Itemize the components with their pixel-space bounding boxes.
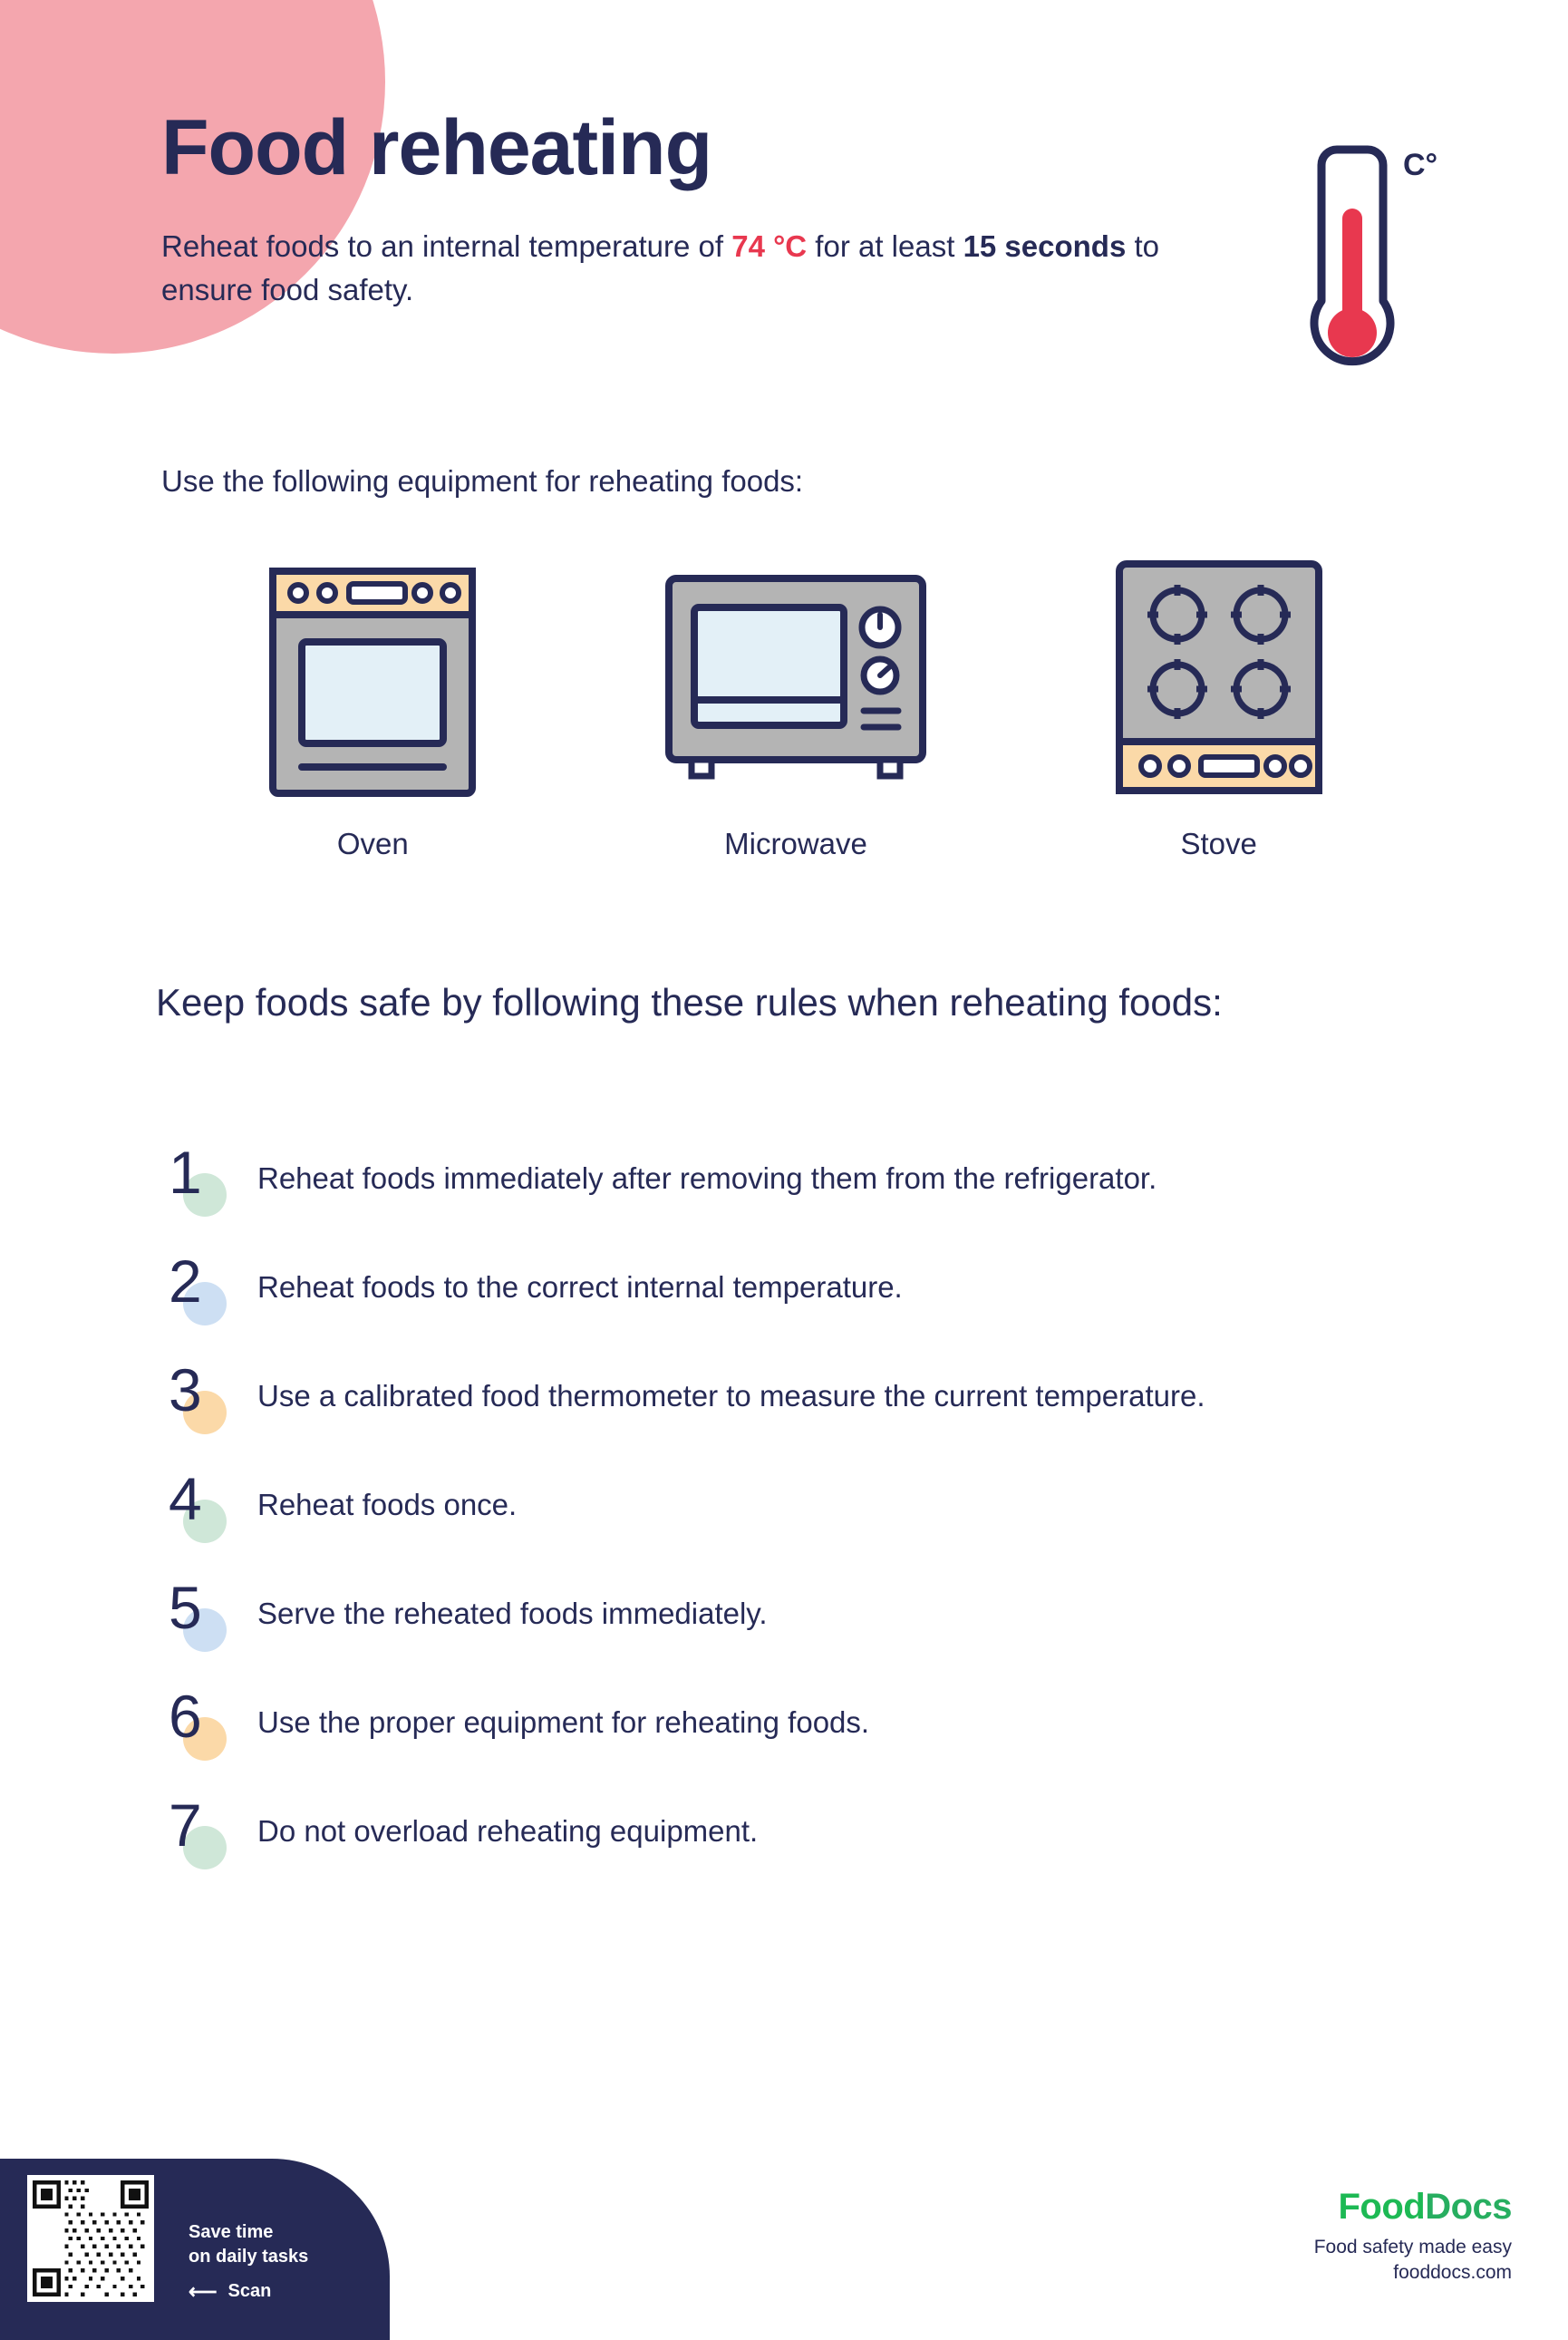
equipment-label-stove: Stove <box>1180 827 1257 860</box>
qr-code-image <box>33 2180 149 2296</box>
equipment-item-microwave <box>585 544 1008 861</box>
rule-number: 5 <box>169 1574 202 1641</box>
rule-number: 2 <box>169 1248 202 1315</box>
rule-number-wrap <box>156 1791 257 1869</box>
rule-item <box>156 1683 1443 1761</box>
rule-number: 7 <box>169 1791 202 1859</box>
page-title: Food reheating <box>161 104 712 191</box>
rule-item <box>156 1574 1443 1652</box>
rule-number-wrap <box>156 1683 257 1761</box>
rule-text: Use the proper equipment for reheating foods. <box>257 1705 870 1739</box>
brand-logo <box>1314 2187 1512 2228</box>
rule-number-wrap <box>156 1248 257 1325</box>
stove-art <box>1083 544 1355 807</box>
footer-save-time-text <box>189 2220 308 2269</box>
rule-item <box>156 1356 1443 1434</box>
equipment-item-stove <box>1007 544 1430 861</box>
scan-hint <box>189 2281 271 2302</box>
temperature-unit-label: C° <box>1403 148 1438 182</box>
rules-title: Keep foods safe by following these rules when reheating foods: <box>156 981 1223 1024</box>
rule-item <box>156 1791 1443 1869</box>
stove-icon <box>1083 544 1355 807</box>
equipment-item-oven <box>161 544 585 861</box>
rule-text: Reheat foods immediately after removing them from the refrigerator. <box>257 1161 1157 1195</box>
qr-code[interactable] <box>27 2175 154 2302</box>
rule-number-wrap <box>156 1574 257 1652</box>
rule-item <box>156 1139 1443 1217</box>
rules-list <box>156 1139 1443 1911</box>
save-time-line-1: Save time <box>189 2222 274 2242</box>
scan-label: Scan <box>227 2281 272 2301</box>
target-temperature: 74 °C <box>731 229 808 263</box>
thermometer-illustration <box>1287 122 1495 413</box>
header <box>161 104 1231 312</box>
brand-block <box>1314 2187 1512 2284</box>
rule-number-wrap <box>156 1465 257 1543</box>
rule-text: Use a calibrated food thermometer to measure the current temperature. <box>257 1379 1205 1413</box>
equipment-label-microwave: Microwave <box>724 827 867 860</box>
rule-number-wrap <box>156 1356 257 1434</box>
header-subtitle <box>161 225 1186 312</box>
brand-name-part-2: Docs <box>1425 2187 1512 2227</box>
rule-number-wrap <box>156 1139 257 1217</box>
equipment-list <box>161 544 1430 861</box>
rule-number: 6 <box>169 1683 202 1750</box>
thermometer-icon <box>1287 122 1495 413</box>
rule-item <box>156 1465 1443 1543</box>
oven-icon <box>237 544 508 807</box>
rule-number: 4 <box>169 1465 202 1532</box>
rule-item <box>156 1248 1443 1325</box>
subtitle-text-2: for at least <box>807 229 963 263</box>
rule-number: 1 <box>169 1139 202 1206</box>
rule-text: Reheat foods to the correct internal temperature. <box>257 1270 903 1304</box>
rule-text: Reheat foods once. <box>257 1488 518 1521</box>
brand-url[interactable]: fooddocs.com <box>1393 2262 1512 2283</box>
equipment-label-oven: Oven <box>336 827 409 860</box>
microwave-icon <box>646 544 945 807</box>
equipment-intro: Use the following equipment for reheating foods: <box>161 464 804 498</box>
brand-name-part-1: Food <box>1338 2187 1426 2227</box>
subtitle-text-1: Reheat foods to an internal temperature of <box>161 229 732 263</box>
rule-number: 3 <box>169 1356 202 1423</box>
rule-text: Do not overload reheating equipment. <box>257 1814 759 1848</box>
save-time-line-2: on daily tasks <box>189 2247 309 2267</box>
oven-art <box>237 544 508 807</box>
microwave-art <box>646 544 945 807</box>
arrow-left-icon: ⟵ <box>189 2279 218 2303</box>
rule-text: Serve the reheated foods immediately. <box>257 1597 768 1630</box>
brand-tagline: Food safety made easy <box>1313 2237 1512 2257</box>
hold-duration: 15 seconds <box>963 229 1127 263</box>
subtitle-text-3: to ensure food safety. <box>161 229 1160 306</box>
